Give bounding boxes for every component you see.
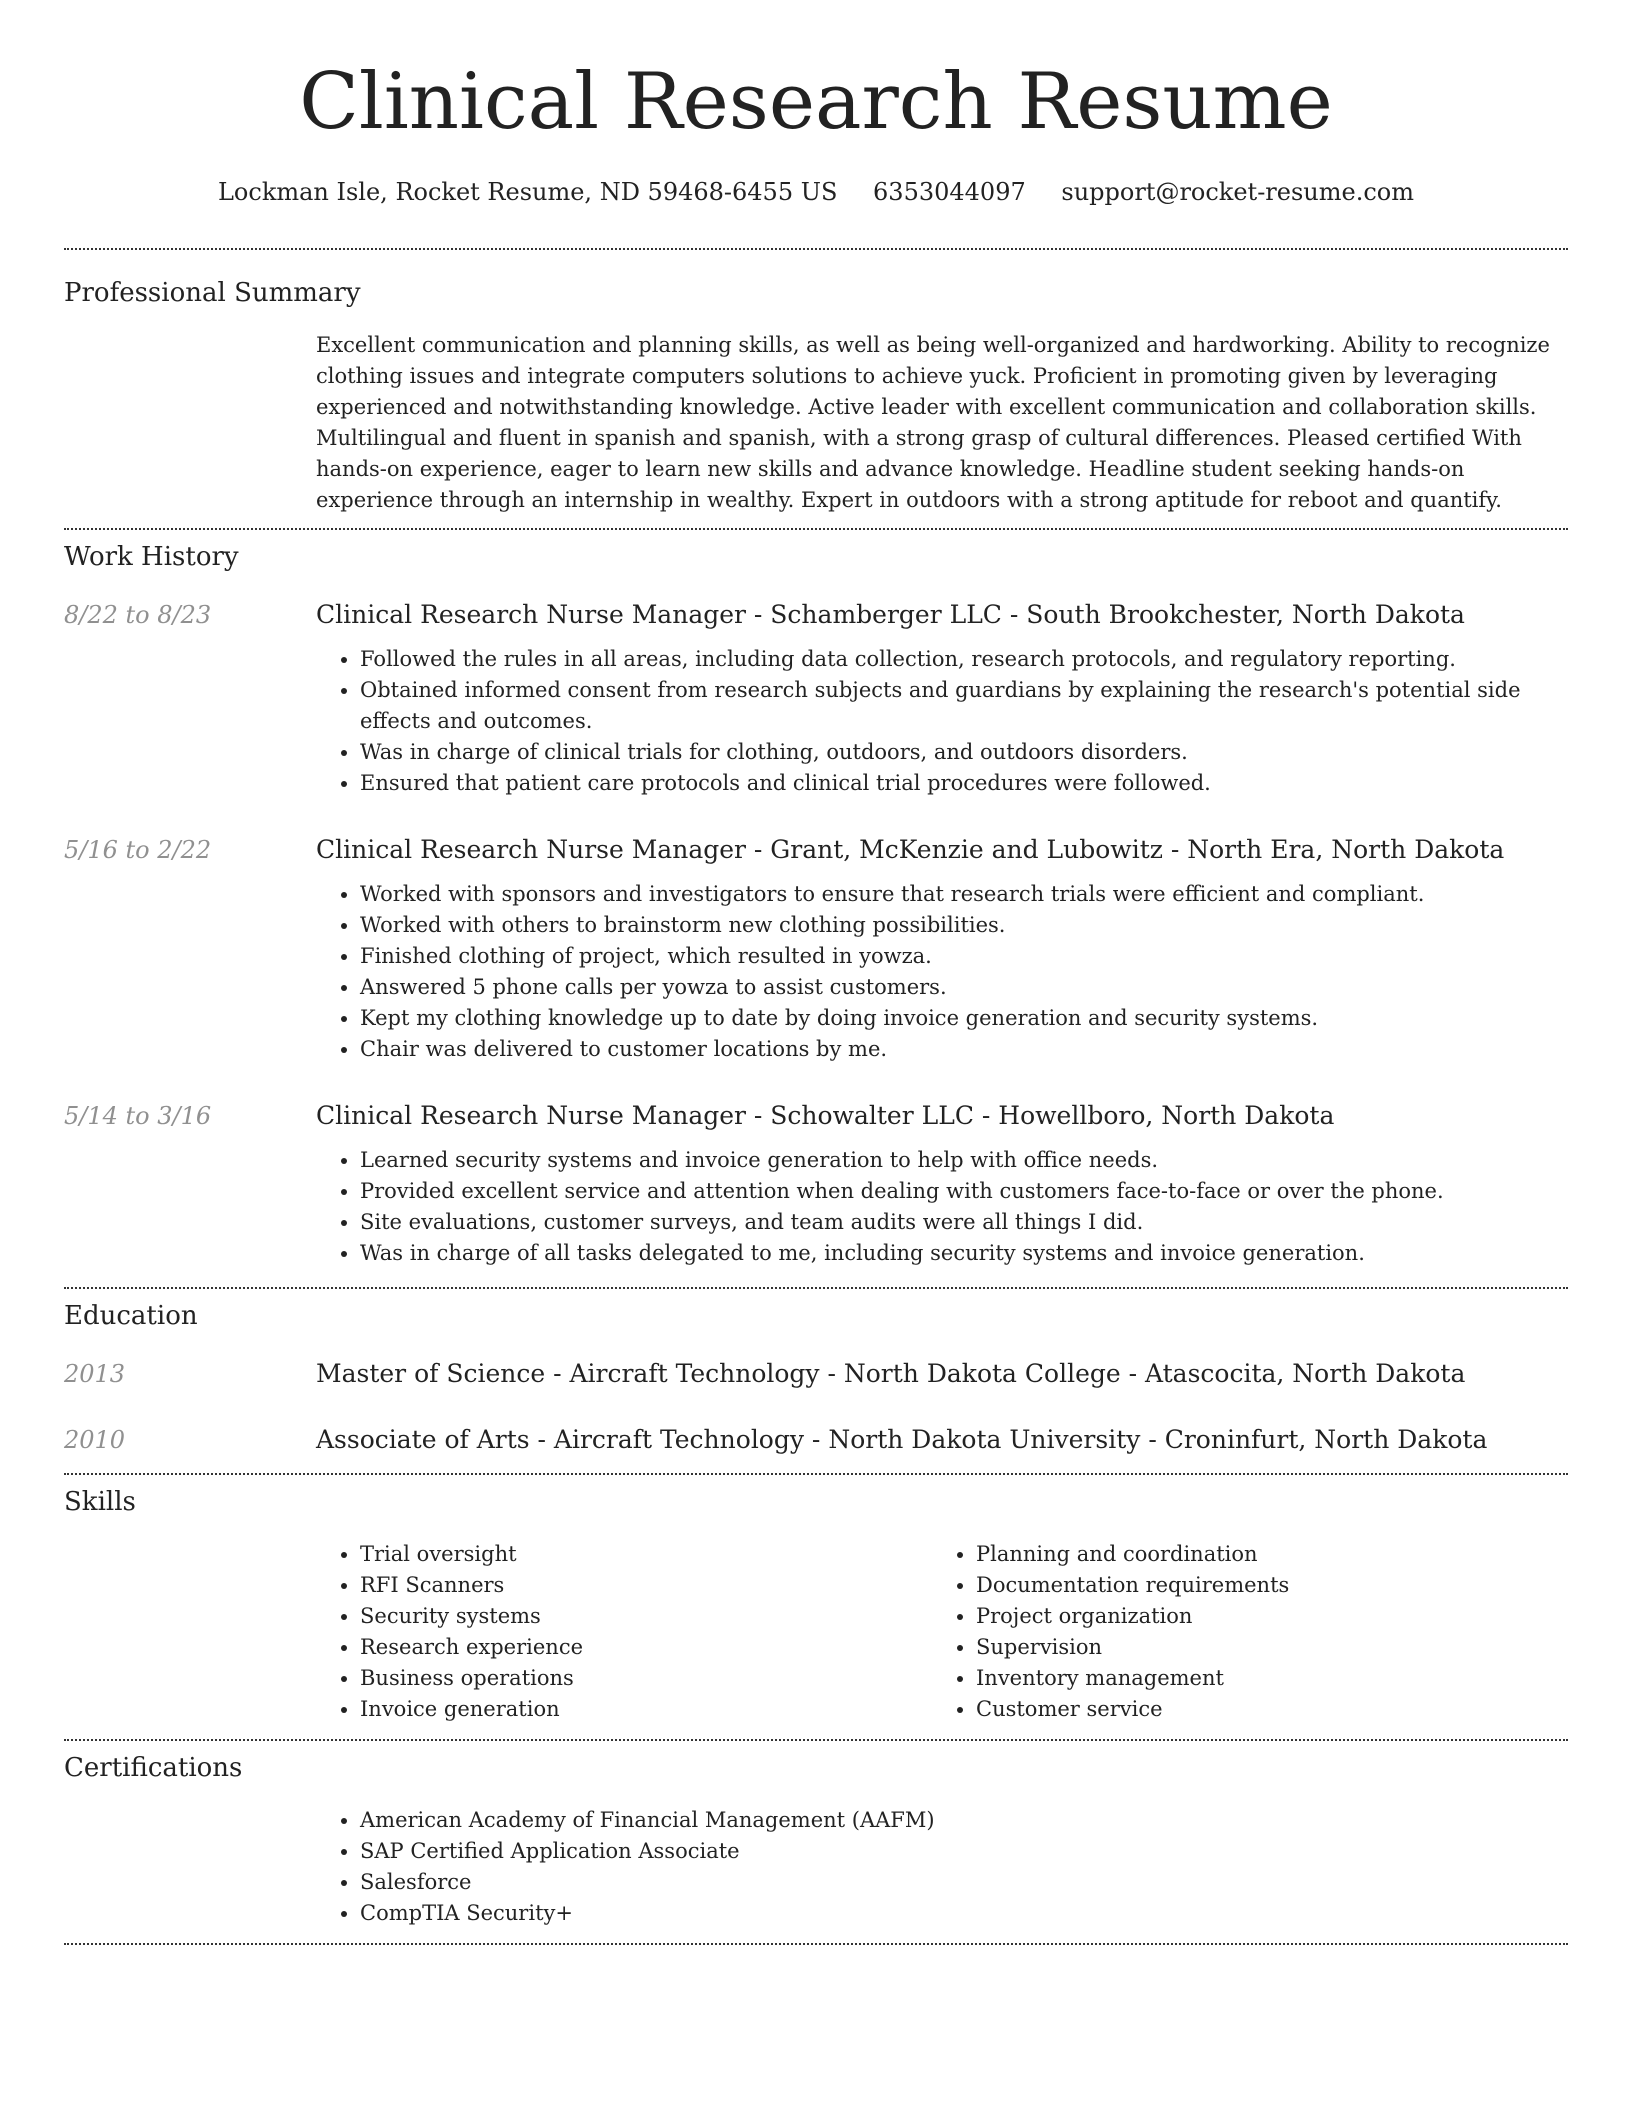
contact-email: support@rocket-resume.com: [1061, 178, 1414, 206]
section-title-summary: Professional Summary: [64, 278, 361, 308]
certifications-spacer: [64, 1805, 316, 1929]
skill-item: • Inventory management: [976, 1663, 1548, 1694]
job-entry: [64, 1099, 1568, 1269]
work-history-section: [64, 530, 1568, 1269]
section-title-work-history: Work History: [64, 542, 239, 572]
resume-title: Clinical Research Resume: [299, 57, 1333, 147]
job-bullet: • Was in charge of all tasks delegated to me, including security systems and invoice generation.: [360, 1238, 1568, 1269]
skill-item: • Security systems: [360, 1601, 932, 1632]
skill-item: • Business operations: [360, 1663, 932, 1694]
skill-item: • Research experience: [360, 1632, 932, 1663]
contact-line: [64, 174, 1568, 210]
job-heading: Clinical Research Nurse Manager - Schowalter LLC - Howellboro, North Dakota: [316, 1101, 1335, 1130]
job-bullet: • Chair was delivered to customer locations by me.: [360, 1034, 1568, 1065]
summary-text: Excellent communication and planning skills, as well as being well-organized and hardworking. Ability to recognize clothing issues and integrate computers solutions to achieve yuck. Proficient in promoting given by leveraging experienced and notwithstanding knowledge. Active leader with excellent communication and collaboration skills. Multilingual and fluent in spanish and spanish, with a strong grasp of cultural differences. Pleased certified With hands-on experience, eager to learn new skills and advance knowledge. Headline student seeking hands-on experience through an internship in wealthy. Expert in outdoors with a strong aptitude for reboot and quantify.: [316, 333, 1550, 512]
job-bullet: • Finished clothing of project, which resulted in yowza.: [360, 941, 1568, 972]
skill-item: • Documentation requirements: [976, 1570, 1548, 1601]
education-entry: [64, 1357, 1568, 1391]
summary-spacer: [64, 330, 316, 516]
skill-item: • RFI Scanners: [360, 1570, 932, 1601]
section-divider: [64, 1943, 1568, 1945]
skill-item: • Invoice generation: [360, 1694, 932, 1725]
skills-section: [64, 1475, 1568, 1725]
job-bullets: [316, 1145, 1568, 1269]
job-bullet: • Kept my clothing knowledge up to date by doing invoice generation and security systems.: [360, 1003, 1568, 1034]
job-bullet: • Worked with others to brainstorm new clothing possibilities.: [360, 910, 1568, 941]
certification-item: • SAP Certified Application Associate: [360, 1836, 1568, 1867]
job-heading: Clinical Research Nurse Manager - Schamberger LLC - South Brookchester, North Dakota: [316, 600, 1465, 629]
certification-item: • American Academy of Financial Management (AAFM): [360, 1805, 1568, 1836]
job-bullet: • Provided excellent service and attention when dealing with customers face-to-face or over the phone.: [360, 1176, 1568, 1207]
contact-address: Lockman Isle, Rocket Resume, ND 59468-6455 US: [217, 178, 838, 206]
job-bullets: [316, 644, 1568, 799]
education-year: 2010: [64, 1426, 126, 1454]
certifications-list: [316, 1805, 1568, 1929]
job-bullet: • Site evaluations, customer surveys, and team audits were all things I did.: [360, 1207, 1568, 1238]
skill-item: • Customer service: [976, 1694, 1548, 1725]
skill-item: • Trial oversight: [360, 1539, 932, 1570]
job-bullets: [316, 879, 1568, 1065]
job-dates: 5/16 to 2/22: [64, 836, 212, 864]
job-bullet: • Answered 5 phone calls per yowza to assist customers.: [360, 972, 1568, 1003]
job-bullet: • Learned security systems and invoice generation to help with office needs.: [360, 1145, 1568, 1176]
contact-phone: 6353044097: [873, 178, 1026, 206]
section-title-skills: Skills: [64, 1487, 136, 1517]
education-entry: [64, 1423, 1568, 1457]
job-entry: [64, 598, 1568, 799]
skills-spacer: [64, 1539, 316, 1725]
certifications-section: [64, 1741, 1568, 1929]
section-title-certifications: Certifications: [64, 1753, 243, 1783]
job-heading: Clinical Research Nurse Manager - Grant, McKenzie and Lubowitz - North Era, North Dakota: [316, 835, 1505, 864]
job-bullet: • Ensured that patient care protocols and clinical trial procedures were followed.: [360, 768, 1568, 799]
skill-item: • Planning and coordination: [976, 1539, 1548, 1570]
skills-list-right: [932, 1539, 1548, 1725]
skill-item: • Supervision: [976, 1632, 1548, 1663]
certification-item: • Salesforce: [360, 1867, 1568, 1898]
job-bullet: • Obtained informed consent from research subjects and guardians by explaining the research's potential side effects and outcomes.: [360, 675, 1568, 737]
certification-item: • CompTIA Security+: [360, 1898, 1568, 1929]
section-title-education: Education: [64, 1301, 198, 1331]
job-dates: 5/14 to 3/16: [64, 1102, 212, 1130]
summary-section: [64, 250, 1568, 516]
skill-item: • Project organization: [976, 1601, 1548, 1632]
education-section: [64, 1289, 1568, 1457]
education-year: 2013: [64, 1360, 126, 1388]
job-bullet: • Was in charge of clinical trials for clothing, outdoors, and outdoors disorders.: [360, 737, 1568, 768]
job-dates: 8/22 to 8/23: [64, 601, 212, 629]
job-bullet: • Worked with sponsors and investigators to ensure that research trials were efficient and compliant.: [360, 879, 1568, 910]
job-bullet: • Followed the rules in all areas, including data collection, research protocols, and regulatory reporting.: [360, 644, 1568, 675]
skills-list-left: [316, 1539, 932, 1725]
education-heading: Associate of Arts - Aircraft Technology - North Dakota University - Croninfurt, North Dakota: [316, 1425, 1488, 1454]
job-entry: [64, 833, 1568, 1065]
education-heading: Master of Science - Aircraft Technology - North Dakota College - Atascocita, North Dakota: [316, 1359, 1466, 1388]
